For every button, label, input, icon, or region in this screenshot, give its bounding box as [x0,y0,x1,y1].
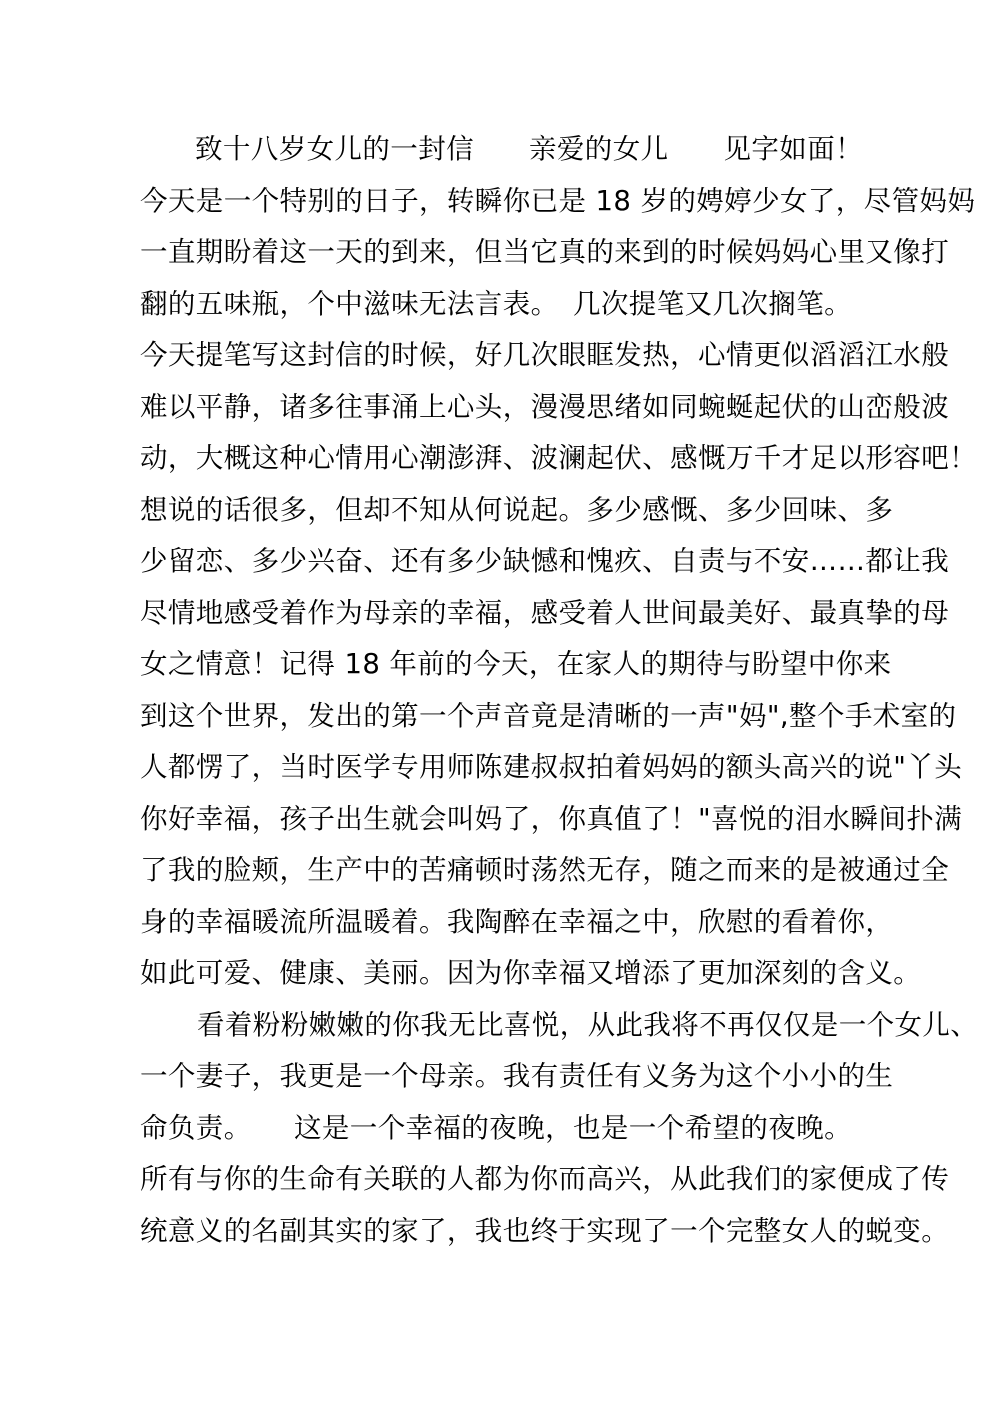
document-text-line [140,1051,894,1103]
document-text-line [140,639,892,691]
document-text-line: 一直期盼着这一天的到来，但当它真的来到的时候妈妈心里又像打 [140,236,950,268]
text-segment: 记得 18 年前的今天，在家人的期待与盼望中你来 [279,648,892,680]
text-segment: 见字如面！ [723,133,863,165]
document-text-line [140,1103,852,1155]
document-text-line: 少留恋、多少兴奋、还有多少缺憾和愧疚、自责与不安……都让我 [140,545,950,577]
text-segment: 身的幸福暖流所温暖着。 [140,905,447,938]
text-segment: 我陶醉在幸福之中，欣慰的看着你， [446,905,894,938]
text-segment: 多少感慨、多少回味、多 [586,493,894,526]
text-segment: 命负责。 [140,1111,252,1144]
document-text-line: 统意义的名副其实的家了，我也终于实现了一个完整女人的蜕变。 [140,1214,950,1247]
document-text-line: 你好幸福，孩子出生就会叫妈了，你真值了！"喜悦的泪水瞬间扑满 [140,802,963,835]
document-text-line: 到这个世界，发出的第一个声音竟是清晰的一声"妈",整个手术室的 [140,699,957,732]
text-segment: 这是一个幸福的夜晚，也是一个希望的夜晚。 [294,1111,852,1144]
document-text-line: 今天提笔写这封信的时候，好几次眼眶发热，心情更似滔滔江水般 [140,339,950,371]
document-title-line [140,124,863,176]
document-text-line [140,897,894,949]
document-text-line: 难以平静，诸多往事涌上心头，漫漫思绪如同蜿蜒起伏的山峦般波 [140,390,950,423]
text-segment: 因为你幸福又增添了更加深刻的含义。 [446,957,922,989]
document-text-line: 今天是一个特别的日子，转瞬你已是 18 岁的娉婷少女了，尽管妈妈 [140,184,976,217]
text-segment: 几次提笔又几次搁笔。 [573,287,852,320]
document-text-line: 人都愣了，当时医学专用师陈建叔叔拍着妈妈的额头高兴的说"丫头 [140,751,963,783]
document-text-line [140,279,852,331]
document-body-text [140,124,979,1257]
document-text-line: 尽情地感受着作为母亲的幸福，感受着人世间最美好、最真挚的母 [140,596,950,629]
document-text-line: 了我的脸颊，生产中的苦痛顿时荡然无存，随之而来的是被通过全 [140,854,950,886]
document-text-line: 看着粉粉嫩嫩的你我无比喜悦，从此我将不再仅仅是一个女儿、 [197,1008,979,1041]
document-text-line: 所有与你的生命有关联的人都为你而高兴，从此我们的家便成了传 [140,1163,950,1195]
document-text-line: 动，大概这种心情用心潮澎湃、波澜起伏、感慨万千才足以形容吧！ [140,442,977,474]
text-segment: 一个妻子，我更是一个母亲。 [140,1060,503,1092]
text-segment: 想说的话很多，但却不知从何说起。 [140,493,587,526]
text-segment: 女之情意！ [140,648,280,680]
text-segment: 翻的五味瓶，个中滋味无法言表。 [140,287,559,320]
document-text-line [140,485,894,537]
text-segment: 致十八岁女儿的一封信 [195,133,474,165]
text-segment: 我有责任有义务为这个小小的生 [502,1060,894,1092]
text-segment: 如此可爱、健康、美丽。 [140,957,447,989]
text-segment: 亲爱的女儿 [529,133,669,165]
document-text-line [140,948,922,1000]
